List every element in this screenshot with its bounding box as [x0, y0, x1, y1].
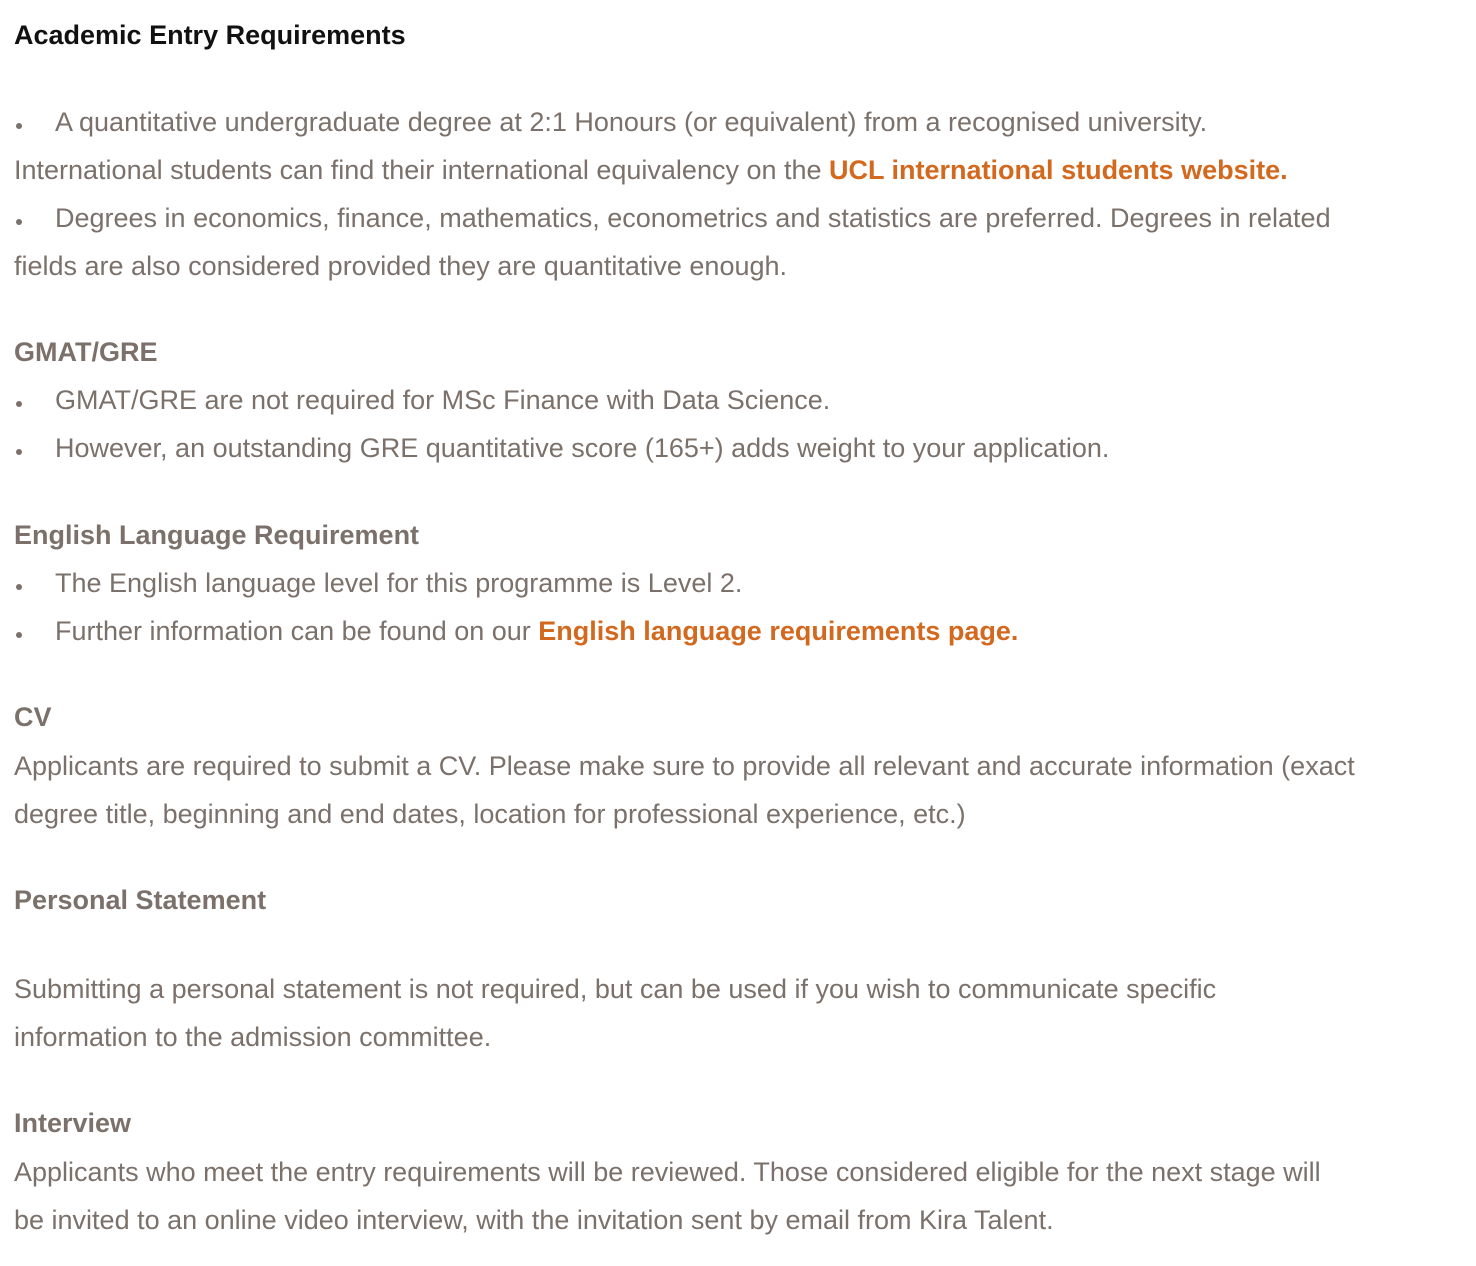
english-section	[14, 518, 1436, 552]
english-bullet-level	[14, 559, 1436, 607]
personal-statement-body	[14, 965, 1436, 1061]
academic-section	[14, 98, 1436, 290]
academic-bullet-preferred-text: Degrees in economics, finance, mathematics, econometrics and statistics are preferred. Degrees in related	[55, 203, 1331, 233]
interview-section	[14, 1106, 1436, 1140]
page-title: Academic Entry Requirements	[14, 20, 406, 50]
gmat-bullet-gre-score	[14, 424, 1436, 472]
english-further-info-text: Further information can be found on our	[55, 616, 539, 646]
english-heading: English Language Requirement	[14, 520, 420, 550]
english-list	[14, 559, 1436, 655]
interview-body	[14, 1148, 1436, 1244]
gmat-bullet-not-required-text: GMAT/GRE are not required for MSc Finance with Data Science.	[55, 385, 831, 415]
interview-heading: Interview	[14, 1108, 132, 1138]
personal-statement-heading: Personal Statement	[14, 885, 267, 915]
academic-preferred-continuation: fields are also considered provided they are quantitative enough.	[14, 251, 788, 281]
personal-statement-line-1: Submitting a personal statement is not required, but can be used if you wish to communicate specific	[14, 974, 1217, 1004]
english-bullet-level-text: The English language level for this programme is Level 2.	[55, 568, 743, 598]
gmat-bullet-not-required	[14, 376, 1436, 424]
personal-statement-line-2: information to the admission committee.	[14, 1022, 492, 1052]
gmat-section	[14, 335, 1436, 369]
cv-heading: CV	[14, 702, 52, 732]
academic-international-line	[14, 146, 1436, 194]
cv-line-1: Applicants are required to submit a CV. Please make sure to provide all relevant and accurate information (exact	[14, 751, 1355, 781]
gmat-list	[14, 376, 1436, 472]
english-requirements-link[interactable]: English language requirements page.	[538, 616, 1019, 646]
academic-bullet-degree	[14, 98, 1436, 146]
cv-body	[14, 742, 1436, 838]
academic-bullet-preferred	[14, 194, 1436, 242]
academic-international-text: International students can find their international equivalency on the	[14, 155, 830, 185]
cv-line-2: degree title, beginning and end dates, location for professional experience, etc.)	[14, 799, 966, 829]
gmat-bullet-gre-score-text: However, an outstanding GRE quantitative score (165+) adds weight to your application.	[55, 433, 1110, 463]
personal-statement-section	[14, 883, 1436, 917]
ucl-international-link[interactable]: UCL international students website.	[829, 155, 1288, 185]
interview-line-1: Applicants who meet the entry requirements will be reviewed. Those considered eligible for the next stage will	[14, 1157, 1321, 1187]
interview-line-2: be invited to an online video interview, with the invitation sent by email from Kira Talent.	[14, 1205, 1054, 1235]
english-bullet-further-info	[14, 607, 1436, 655]
gmat-heading: GMAT/GRE	[14, 337, 158, 367]
cv-section	[14, 700, 1436, 734]
title-block	[14, 18, 1436, 52]
academic-bullet-degree-text: A quantitative undergraduate degree at 2:1 Honours (or equivalent) from a recognised university.	[55, 107, 1208, 137]
